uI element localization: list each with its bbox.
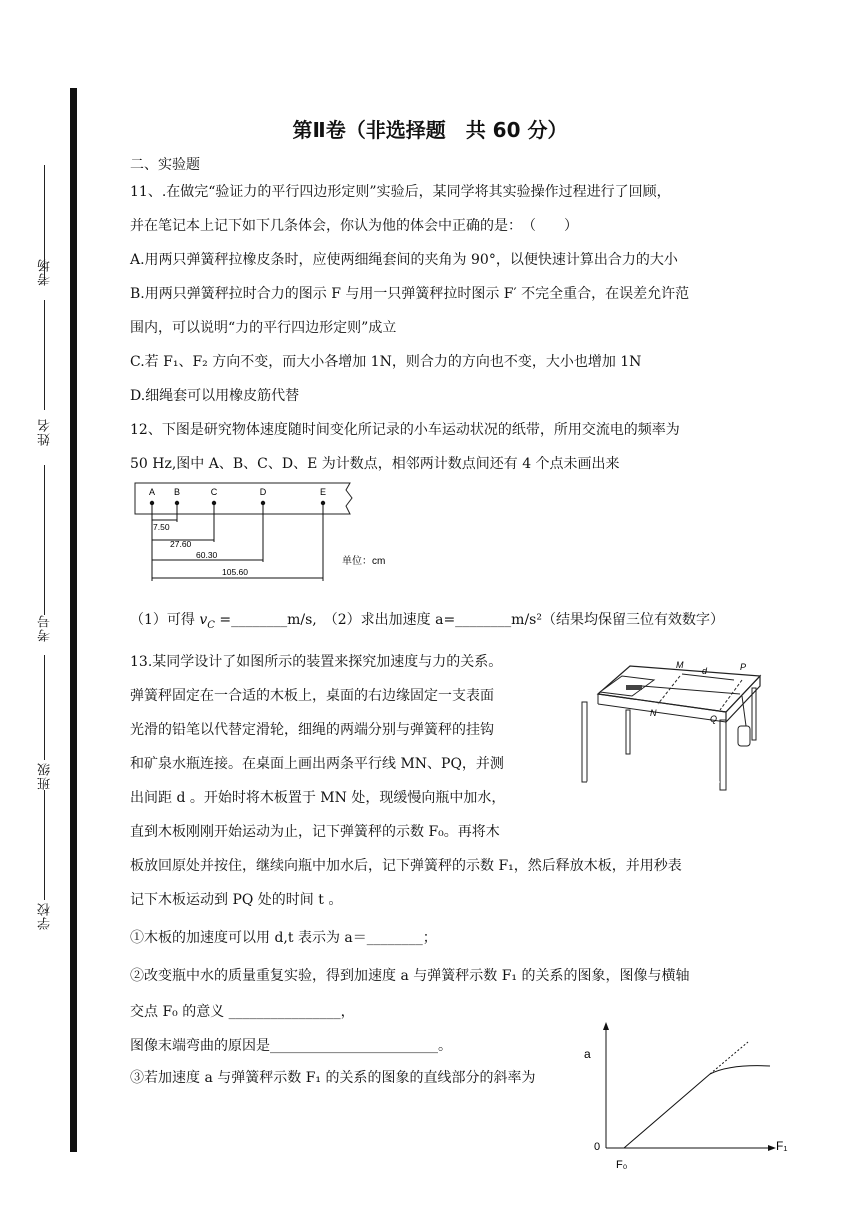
field-line <box>44 655 45 760</box>
distance-label: 105.60 <box>222 567 248 577</box>
q13-text: 出间距 d 。开始时将木板置于 MN 处，现缓慢向瓶中加水， <box>130 790 506 806</box>
figure-label-d: d <box>702 666 708 676</box>
tape-point-label: B <box>173 487 181 497</box>
distance-label: 60.30 <box>196 550 218 560</box>
field-line <box>44 300 45 410</box>
tape-point <box>321 501 325 581</box>
graph-y-label: a <box>584 1047 591 1061</box>
q12-stem: 12、下图是研究物体速度随时间变化所记录的小车运动状况的纸带，所用交流电的频率为 <box>130 422 680 438</box>
field-label: 考号 <box>38 614 53 642</box>
distance-label: 7.50 <box>153 522 170 532</box>
tape-point <box>212 501 216 542</box>
q12-ask-suffix: =________m/s, （2）求出加速度 a=________m/s²（结果均保留三位有效数字） <box>214 612 724 628</box>
section-heading: 二、实验题 <box>130 157 200 173</box>
field-label: 班级 <box>38 762 53 790</box>
q13-sub2: 交点 F₀ 的意义 ________________， <box>130 1004 355 1020</box>
q13-text: 13.某同学设计了如图所示的装置来探究加速度与力的关系。 <box>130 654 503 670</box>
q11-option-d: D.细绳套可以用橡皮筋代替 <box>130 388 300 404</box>
q13-text: 直到木板刚刚开始运动为止，记下弹簧秤的示数 F₀。再将木 <box>130 824 500 840</box>
tape-point <box>175 501 179 522</box>
q12-question <box>130 610 724 636</box>
tape-point <box>150 501 154 581</box>
q13-sub1: ①木板的加速度可以用 d,t 表示为 a＝________； <box>130 930 437 946</box>
q12-ask-prefix: （1）可得 <box>130 612 200 628</box>
tape-point-label: E <box>319 487 327 497</box>
q11-option-b: 围内，可以说明“力的平行四边形定则”成立 <box>130 320 397 336</box>
q11-option-c: C.若 F₁、F₂ 方向不变，而大小各增加 1N，则合力的方向也不变，大小也增加 1N <box>130 354 642 370</box>
tape-point <box>261 501 265 562</box>
q11-stem: 并在笔记本上记下如下几条体会，你认为他的体会中正确的是： （ ） <box>130 218 578 234</box>
tape-point-label: D <box>259 487 267 497</box>
q13-sub3: ③若加速度 a 与弹簧秤示数 F₁ 的关系的图象的直线部分的斜率为 <box>130 1070 536 1086</box>
distance-label: 27.60 <box>170 539 192 549</box>
field-label: 学校 <box>38 902 53 930</box>
field-line <box>44 465 45 615</box>
figure-label-p: P <box>740 662 747 672</box>
q11-stem: 11、.在做完“验证力的平行四边形定则”实验后，某同学将其实验操作过程进行了回顾， <box>130 184 671 200</box>
field-line <box>44 790 45 900</box>
q13-text: 弹簧秤固定在一合适的木板上，桌面的右边缘固定一支表面 <box>130 688 494 704</box>
graph-origin: 0 <box>594 1141 601 1153</box>
figure-label-q: Q <box>710 714 718 724</box>
q11-option-b: B.用两只弹簧秤拉时合力的图示 F 与用一只弹簧秤拉时图示 F′ 不完全重合，在误差允许范 <box>130 286 690 302</box>
tape-point-label: C <box>210 487 218 497</box>
tape-point-label: A <box>148 487 156 497</box>
graph-x-label: F₁ <box>776 1139 788 1153</box>
field-label: 姓名 <box>38 418 53 446</box>
q12-stem: 50 Hz,图中 A、B、C、D、E 为计数点，相邻两计数点间还有 4 个点未画出来 <box>130 456 620 472</box>
figure-label-m: M <box>676 660 684 670</box>
velocity-symbol: v <box>199 612 208 628</box>
q13-sub2: 图像末端弯曲的原因是________________________。 <box>130 1038 452 1054</box>
binding-bar <box>70 88 77 1152</box>
page-title: 第Ⅱ卷（非选择题 共 60 分） <box>292 118 568 142</box>
q11-option-a: A.用两只弹簧秤拉橡皮条时，应使两细绳套间的夹角为 90°，以便快速计算出合力的大小 <box>130 252 678 268</box>
q13-sub2: ②改变瓶中水的质量重复实验，得到加速度 a 与弹簧秤示数 F₁ 的关系的图象，图像与横轴 <box>130 968 690 984</box>
unit-label: 单位：cm <box>342 556 386 567</box>
figure-label-n: N <box>650 708 657 718</box>
paper-tape-diagram <box>130 478 410 588</box>
q13-text: 板放回原处并按住，继续向瓶中加水后，记下弹簧秤的示数 F₁，然后释放木板，并用秒表 <box>130 858 682 874</box>
q13-text: 和矿泉水瓶连接。在桌面上画出两条平行线 MN、PQ，并测 <box>130 756 504 772</box>
velocity-subscript: C <box>207 619 215 631</box>
graph-f0-mark: F₀ <box>616 1159 628 1171</box>
field-label: 考场 <box>38 258 53 286</box>
table-apparatus-figure <box>570 656 770 794</box>
q13-text: 光滑的铅笔以代替定滑轮，细绳的两端分别与弹簧秤的挂钩 <box>130 722 494 738</box>
a-f1-graph <box>580 1018 800 1178</box>
q13-text: 记下木板运动到 PQ 处的时间 t 。 <box>130 892 343 908</box>
